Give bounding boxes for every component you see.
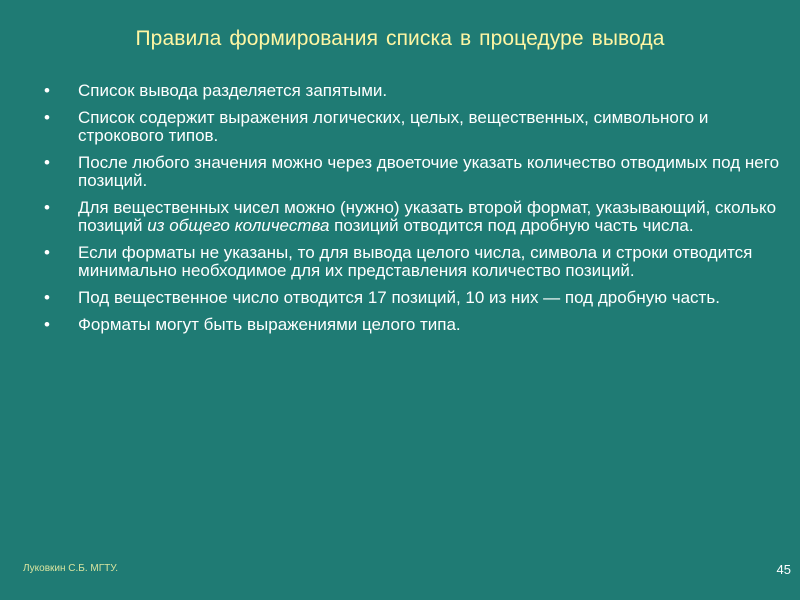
bullet-icon: • [44,198,50,217]
bullet-icon: • [44,108,50,127]
bullet-item [44,244,784,280]
bullet-icon: • [44,81,50,100]
page-number: 45 [776,562,791,577]
bullet-text-part: позиций отводится под дробную часть числа. [329,216,694,235]
bullet-item [44,289,784,307]
bullet-text: Форматы могут быть выражениями целого типа. [78,315,461,334]
bullet-text [78,198,776,235]
slide-title: Правила формирования списка в процедуре вывода [135,27,665,50]
bullet-text: Список вывода разделяется запятыми. [78,81,388,100]
footer-author: Луковкин С.Б. МГТУ. [23,563,119,574]
bullet-text: После любого значения можно через двоеточие указать количество отводимых под него позиций. [78,153,780,190]
bullet-text: Если форматы не указаны, то для вывода целого числа, символа и строки отводится минимально необходимое для их представления количество позиций. [78,243,753,280]
bullet-icon: • [44,243,50,262]
bullet-item [44,316,784,334]
bullet-item [44,82,784,100]
bullet-item [44,154,784,190]
bullet-icon: • [44,315,50,334]
bullet-text-italic: из общего количества [147,216,330,235]
bullet-icon: • [44,288,50,307]
bullet-list [44,82,784,343]
bullet-item [44,199,784,235]
bullet-text: Под вещественное число отводится 17 позиций, 10 из них — под дробную часть. [78,288,720,307]
bullet-text: Список содержит выражения логических, целых, вещественных, символьного и строкового типов. [78,108,709,145]
bullet-item [44,109,784,145]
bullet-text-part: Для вещественных чисел можно (нужно) указать второй формат, указывающий, сколько позиций [78,198,777,235]
bullet-icon: • [44,153,50,172]
